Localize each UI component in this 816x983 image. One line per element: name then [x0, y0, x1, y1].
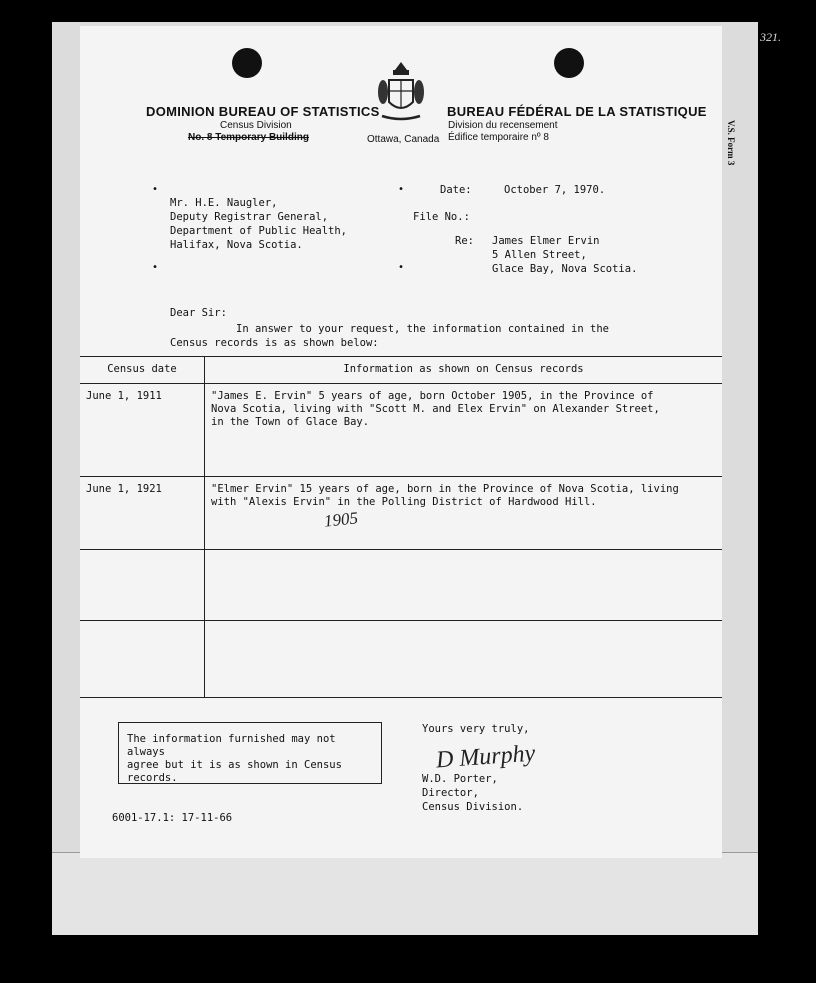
city: Ottawa, Canada — [367, 134, 440, 145]
building-fr: Édifice temporaire nº 8 — [448, 132, 549, 143]
re-line: James Elmer Ervin — [492, 235, 600, 247]
disclaimer-box — [118, 722, 382, 784]
census-records-table — [80, 356, 722, 698]
table-row — [80, 477, 722, 550]
disclaimer-line: agree but it is as shown in Census — [127, 759, 342, 771]
bullet-mark: • — [398, 184, 405, 195]
form-number: 6001-17.1: 17-11-66 — [112, 812, 233, 824]
salutation: Dear Sir: — [170, 307, 227, 319]
census-info-cell — [205, 550, 723, 621]
recipient-line: Department of Public Health, — [170, 225, 348, 237]
recipient-line: Mr. H.E. Naugler, — [170, 197, 278, 209]
bullet-mark: • — [152, 184, 159, 195]
info-line: with "Alexis Ervin" in the Polling District of Hardwood Hill. — [211, 496, 597, 508]
recipient-line: Halifax, Nova Scotia. — [170, 239, 303, 251]
info-line: "Elmer Ervin" 15 years of age, born in the Province of Nova Scotia, living — [211, 483, 679, 495]
info-line: "James E. Ervin" 5 years of age, born October 1905, in the Province of — [211, 390, 654, 402]
division-en: Census Division — [220, 120, 292, 131]
form-label: V.S. Form 3 — [726, 120, 736, 166]
bullet-mark: • — [398, 262, 405, 273]
file-number-label: File No.: — [413, 211, 470, 223]
signer-line: Director, — [422, 787, 479, 799]
re-line: Glace Bay, Nova Scotia. — [492, 263, 638, 275]
recipient-address — [170, 196, 347, 252]
re-line: 5 Allen Street, — [492, 249, 587, 261]
corner-mark: 321. — [760, 30, 781, 44]
census-date-cell — [80, 621, 205, 698]
org-name-en: DOMINION BUREAU OF STATISTICS — [146, 104, 380, 119]
recipient-line: Deputy Registrar General, — [170, 211, 329, 223]
disclaimer-line: records. — [127, 772, 178, 784]
table-row — [80, 621, 722, 698]
col-header-information: Information as shown on Census records — [205, 357, 723, 384]
census-info-cell — [205, 384, 723, 477]
info-line: Nova Scotia, living with "Scott M. and Elex Ervin" on Alexander Street, — [211, 403, 660, 415]
org-name-fr: BUREAU FÉDÉRAL DE LA STATISTIQUE — [447, 104, 707, 119]
letter-page — [80, 26, 722, 858]
complimentary-close: Yours very truly, — [422, 723, 530, 735]
punch-hole-icon — [232, 48, 262, 78]
signer-block — [422, 772, 523, 814]
census-info-cell — [205, 621, 723, 698]
bullet-mark: • — [152, 262, 159, 273]
handwritten-year: 1905 — [323, 508, 359, 531]
date-label: Date: — [440, 184, 472, 196]
census-date-cell — [80, 550, 205, 621]
building-en: No. 8 Temporary Building — [188, 132, 309, 143]
census-info-cell — [205, 477, 723, 550]
info-line: in the Town of Glace Bay. — [211, 416, 370, 428]
signer-line: Census Division. — [422, 801, 524, 813]
background-certificate-strip — [52, 852, 758, 935]
table-header-row — [80, 357, 722, 384]
table-row — [80, 550, 722, 621]
intro-line-2: Census records is as shown below: — [170, 337, 379, 349]
signature: D Murphy — [435, 740, 537, 774]
date-value: October 7, 1970. — [504, 184, 606, 196]
re-label: Re: — [455, 235, 474, 247]
division-fr: Division du recensement — [448, 120, 558, 131]
punch-hole-icon — [554, 48, 584, 78]
disclaimer-line: The information furnished may not always — [127, 733, 336, 758]
intro-line-1: In answer to your request, the information contained in the — [236, 323, 609, 335]
col-header-census-date: Census date — [80, 357, 205, 384]
census-date-cell: June 1, 1911 — [80, 384, 205, 477]
census-date-cell: June 1, 1921 — [80, 477, 205, 550]
table-row — [80, 384, 722, 477]
signer-line: W.D. Porter, — [422, 773, 498, 785]
re-subject — [492, 234, 637, 276]
coat-of-arms-icon — [376, 60, 426, 124]
